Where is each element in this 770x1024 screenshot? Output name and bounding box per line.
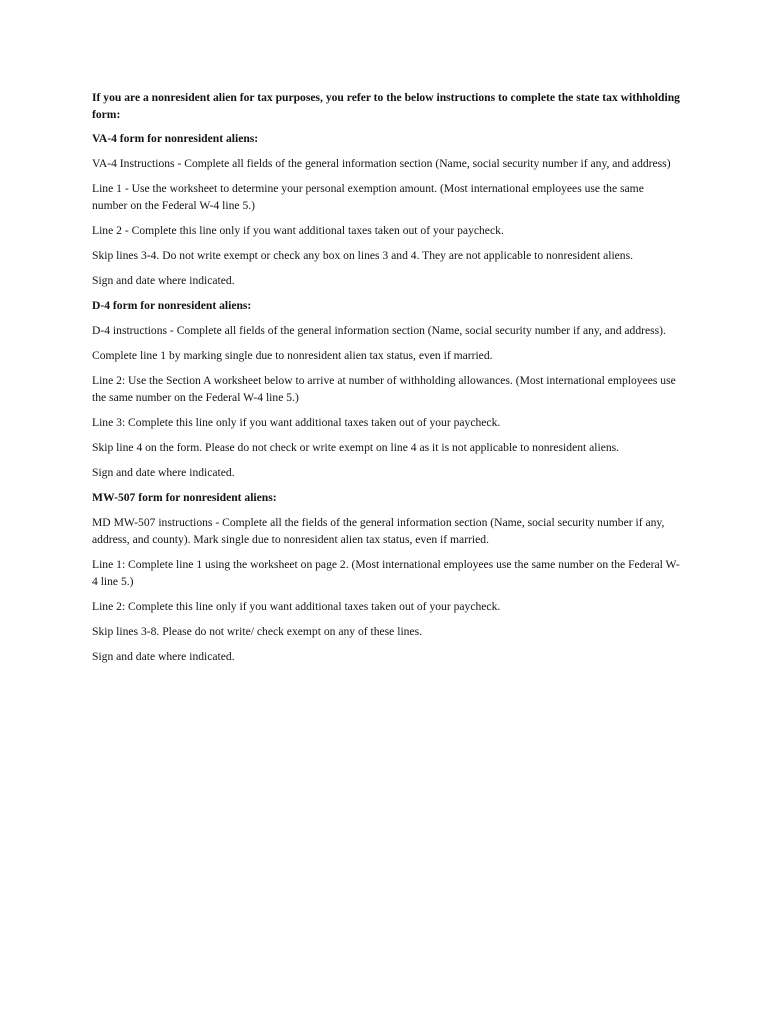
section-heading-d4: D-4 form for nonresident aliens: (92, 299, 252, 312)
d4-paragraph: Complete line 1 by marking single due to nonresident alien tax status, even if married. (92, 349, 493, 362)
mw507-paragraph: Skip lines 3-8. Please do not write/ check exempt on any of these lines. (92, 625, 423, 638)
d4-paragraph: Line 2: Use the Section A worksheet below to arrive at number of withholding allowances. (Most international employees use the same number on the Federal W-4 line 5.) (92, 374, 676, 404)
mw507-paragraph: MD MW-507 instructions - Complete all the fields of the general information section (Name, social security number if any, address, and county). Mark single due to nonresident alien tax status, even if married. (92, 516, 665, 546)
d4-paragraph: Sign and date where indicated. (92, 466, 235, 479)
section-heading-va4: VA-4 form for nonresident aliens: (92, 132, 259, 145)
va4-paragraph: Skip lines 3-4. Do not write exempt or check any box on lines 3 and 4. They are not applicable to nonresident aliens. (92, 249, 634, 262)
va4-paragraph: Sign and date where indicated. (92, 274, 235, 287)
d4-paragraph: Line 3: Complete this line only if you want additional taxes taken out of your paycheck. (92, 416, 501, 429)
mw507-paragraph: Line 1: Complete line 1 using the worksheet on page 2. (Most international employees use the same number on the Federal W-4 line 5.) (92, 558, 680, 588)
d4-paragraph: D-4 instructions - Complete all fields of the general information section (Name, social security number if any, and address). (92, 324, 666, 337)
mw507-paragraph: Sign and date where indicated. (92, 650, 235, 663)
va4-paragraph: VA-4 Instructions - Complete all fields of the general information section (Name, social security number if any, and address) (92, 157, 671, 170)
mw507-paragraph: Line 2: Complete this line only if you want additional taxes taken out of your paycheck. (92, 600, 501, 613)
intro-heading: If you are a nonresident alien for tax purposes, you refer to the below instructions to complete the state tax withholding form: (92, 91, 680, 121)
d4-paragraph: Skip line 4 on the form. Please do not check or write exempt on line 4 as it is not applicable to nonresident aliens. (92, 441, 620, 454)
document-body (92, 89, 682, 673)
section-heading-mw507: MW-507 form for nonresident aliens: (92, 491, 277, 504)
va4-paragraph: Line 2 - Complete this line only if you want additional taxes taken out of your paycheck. (92, 224, 504, 237)
va4-paragraph: Line 1 - Use the worksheet to determine your personal exemption amount. (Most international employees use the same number on the Federal W-4 line 5.) (92, 182, 644, 212)
